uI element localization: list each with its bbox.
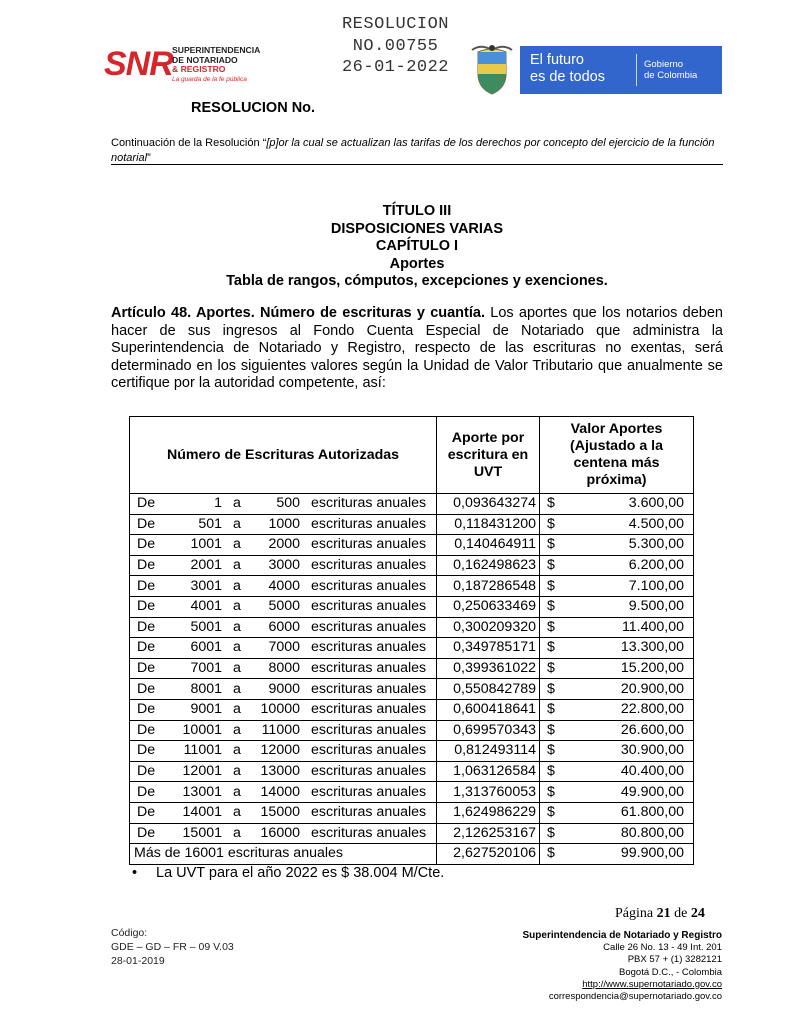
value-cell [540, 658, 694, 679]
contact-address: Calle 26 No. 13 - 49 Int. 201 [603, 942, 722, 954]
contact-email[interactable]: correspondencia@supernotariado.gov.co [548, 991, 722, 1003]
range-a: a [233, 680, 241, 697]
value-cell [540, 844, 694, 865]
currency-sign: $ [547, 824, 555, 841]
range-text: escrituras anuales [311, 598, 427, 615]
currency-sign: $ [547, 783, 555, 800]
table-row [130, 782, 694, 803]
range-de: De [137, 495, 156, 512]
title-titulo: TÍTULO III [382, 203, 452, 219]
table-row [130, 514, 694, 535]
header-valor-line-3: centena más [573, 455, 660, 471]
uvt-cell: 0,600418641 [437, 699, 540, 720]
futuro-slogan [530, 52, 605, 86]
currency-sign: $ [547, 660, 555, 677]
gobierno-logo [470, 44, 722, 96]
range-cell [130, 494, 437, 515]
table-body [130, 494, 694, 865]
table-row [130, 741, 694, 762]
table-row [130, 535, 694, 556]
currency-sign: $ [547, 577, 555, 594]
range-from: 6001 [190, 639, 222, 656]
uvt-note-text: La UVT para el año 2022 es $ 38.004 M/Cte. [156, 865, 445, 881]
range-from: 1 [214, 495, 222, 512]
page-word: Página [615, 906, 657, 921]
uvt-note [132, 865, 444, 881]
gobierno-banner [520, 46, 722, 94]
header-aporte-line-2: escritura en [447, 446, 529, 463]
currency-sign: $ [547, 721, 555, 738]
range-cell [130, 535, 437, 556]
uvt-cell: 0,162498623 [437, 555, 540, 576]
contact-web-link[interactable]: http://www.supernotariado.gov.co [582, 978, 722, 990]
range-cell [130, 761, 437, 782]
continuation-italic: [p]or la cual se actualizan las tarifas de los derechos por concepto del ejercicio de la función notarial [111, 137, 715, 164]
section-titles [111, 203, 723, 291]
range-cell [130, 576, 437, 597]
range-de: De [137, 742, 156, 759]
range-de: De [137, 598, 156, 615]
uvt-cell: 1,624986229 [437, 802, 540, 823]
snr-logo-tagline: La guarda de la fe pública [172, 75, 247, 83]
range-cell [130, 658, 437, 679]
value-amount: 11.400,00 [621, 618, 684, 635]
snr-logo-text [172, 46, 260, 84]
value-cell [540, 494, 694, 515]
value-amount: 61.800,00 [620, 804, 684, 821]
range-cell [130, 679, 437, 700]
table-row [130, 576, 694, 597]
table-row [130, 823, 694, 844]
futuro-line-1: El futuro [530, 52, 584, 68]
range-a: a [233, 639, 241, 656]
range-text: escrituras anuales [311, 783, 427, 800]
stamp-line-2: NO.00755 [352, 36, 439, 56]
range-a: a [233, 515, 241, 532]
range-from: 5001 [190, 618, 222, 635]
range-from: 7001 [190, 660, 222, 677]
range-de: De [137, 824, 156, 841]
header-aporte-line-1: Aporte por [451, 429, 525, 446]
table-row [130, 494, 694, 515]
value-cell [540, 720, 694, 741]
value-cell [540, 823, 694, 844]
range-to: 4000 [268, 577, 300, 594]
range-a: a [233, 536, 241, 553]
range-text: escrituras anuales [311, 577, 427, 594]
banner-divider [636, 54, 637, 86]
uvt-cell: 0,187286548 [437, 576, 540, 597]
page-total: 24 [690, 906, 705, 921]
value-amount: 9.500,00 [628, 598, 684, 615]
range-cell-last: Más de 16001 escrituras anuales [130, 844, 437, 865]
currency-sign: $ [547, 742, 555, 759]
range-cell [130, 596, 437, 617]
header-rule [111, 164, 723, 165]
value-amount: 4.500,00 [628, 515, 684, 532]
range-de: De [137, 660, 156, 677]
currency-sign: $ [547, 680, 555, 697]
currency-sign: $ [547, 804, 555, 821]
range-a: a [233, 598, 241, 615]
gob-line-1: Gobierno [644, 59, 684, 70]
currency-sign: $ [547, 618, 555, 635]
snr-logo-letters: SNR [104, 45, 173, 83]
range-cell [130, 720, 437, 741]
uvt-cell: 1,313760053 [437, 782, 540, 803]
continuation-text [111, 136, 723, 165]
value-amount: 15.200,00 [620, 660, 684, 677]
value-cell [540, 514, 694, 535]
range-text: escrituras anuales [311, 639, 427, 656]
value-cell [540, 699, 694, 720]
range-a: a [233, 495, 241, 512]
resolution-number-label: RESOLUCION No. [191, 100, 316, 116]
range-to: 6000 [268, 618, 300, 635]
range-de: De [137, 783, 156, 800]
table-row [130, 761, 694, 782]
range-de: De [137, 515, 156, 532]
value-amount: 7.100,00 [628, 577, 684, 594]
range-cell [130, 823, 437, 844]
value-amount: 20.900,00 [620, 680, 684, 697]
bullet-icon: • [132, 865, 138, 881]
range-de: De [137, 577, 156, 594]
uvt-cell: 0,349785171 [437, 638, 540, 659]
range-a: a [233, 742, 241, 759]
range-de: De [137, 804, 156, 821]
range-text: escrituras anuales [311, 557, 427, 574]
colombia-shield-icon [470, 44, 514, 96]
title-capitulo: CAPÍTULO I [375, 238, 459, 254]
range-text: escrituras anuales [311, 763, 427, 780]
table-row [130, 596, 694, 617]
range-from: 2001 [190, 557, 222, 574]
range-de: De [137, 639, 156, 656]
range-de: De [137, 763, 156, 780]
range-from: 14001 [182, 804, 222, 821]
snr-logo-line-1: SUPERINTENDENCIA [172, 45, 261, 55]
uvt-cell: 0,300209320 [437, 617, 540, 638]
range-de: De [137, 536, 156, 553]
stamp-line-1: RESOLUCION [341, 15, 450, 34]
uvt-cell: 2,627520106 [437, 844, 540, 865]
table-row-last [130, 844, 694, 865]
value-cell [540, 617, 694, 638]
currency-sign: $ [547, 701, 555, 718]
page-of: de [670, 906, 691, 921]
title-aportes: Aportes [389, 255, 445, 272]
value-amount: 22.800,00 [620, 701, 684, 718]
value-amount: 30.900,00 [620, 742, 684, 759]
range-to: 7000 [268, 639, 300, 656]
contact-block [460, 930, 722, 1003]
currency-sign: $ [547, 763, 555, 780]
title-disposiciones: DISPOSICIONES VARIAS [330, 220, 504, 237]
table-row [130, 638, 694, 659]
range-text: escrituras anuales [311, 618, 427, 635]
title-tabla: Tabla de rangos, cómputos, excepciones y exenciones. [226, 273, 608, 289]
contact-city: Bogotá D.C., - Colombia [619, 966, 722, 978]
table-row [130, 720, 694, 741]
range-from: 11001 [183, 742, 222, 759]
uvt-cell: 0,118431200 [437, 514, 540, 535]
currency-sign: $ [547, 557, 555, 574]
range-to: 3000 [268, 557, 300, 574]
value-amount: 6.200,00 [628, 557, 684, 574]
page-number [615, 906, 705, 922]
range-to: 16000 [260, 824, 300, 841]
range-a: a [233, 618, 241, 635]
range-to: 1000 [268, 515, 300, 532]
range-text: escrituras anuales [311, 824, 427, 841]
value-amount: 3.600,00 [628, 495, 684, 512]
range-text: escrituras anuales [311, 536, 427, 553]
aportes-table [129, 416, 694, 865]
range-a: a [233, 804, 241, 821]
uvt-cell: 1,063126584 [437, 761, 540, 782]
value-cell [540, 679, 694, 700]
range-cell [130, 699, 437, 720]
uvt-cell: 0,812493114 [437, 741, 540, 762]
range-cell [130, 555, 437, 576]
uvt-cell: 0,093643274 [437, 494, 540, 515]
table-row [130, 658, 694, 679]
snr-logo-line-2: DE NOTARIADO [172, 54, 238, 65]
header-valor-line-2: (Ajustado a la [569, 438, 664, 454]
range-text: escrituras anuales [311, 742, 427, 759]
value-amount: 40.400,00 [620, 763, 684, 780]
stamp-line-3: 26-01-2022 [341, 58, 450, 77]
range-from: 1001 [190, 536, 222, 553]
range-cell [130, 638, 437, 659]
range-cell [130, 514, 437, 535]
range-text: escrituras anuales [311, 515, 427, 532]
value-cell [540, 576, 694, 597]
value-amount: 49.900,00 [620, 783, 684, 800]
range-text: escrituras anuales [311, 721, 427, 738]
snr-logo [104, 44, 274, 92]
range-text: escrituras anuales [311, 495, 427, 512]
table-header-row [130, 417, 694, 494]
article-body: Los aportes que los notarios deben hacer de sus ingresos al Fondo Cuenta Especial de Notariado que administra la Superintendencia de Notariado y Registro, respecto de las escrituras no exentas, será determinado en los siguientes valores según la Unidad de Valor Tributario que anualmente se certifique por la autoridad competente, así: [111, 305, 723, 391]
range-a: a [233, 577, 241, 594]
range-to: 15000 [260, 804, 300, 821]
header-aporte-line-3: UVT [473, 463, 503, 480]
value-amount: 99.900,00 [620, 845, 684, 862]
uvt-cell: 0,399361022 [437, 658, 540, 679]
header-valor-line-4: próxima) [586, 472, 647, 488]
range-to: 13000 [260, 763, 300, 780]
range-text: escrituras anuales [311, 680, 427, 697]
header-aporte-uvt [437, 417, 540, 494]
contact-pbx: PBX 57 + (1) 3282121 [627, 954, 722, 966]
document-code [111, 926, 234, 968]
range-from: 4001 [190, 598, 222, 615]
value-cell [540, 782, 694, 803]
range-a: a [233, 824, 241, 841]
snr-logo-line-3: & REGISTRO [172, 64, 226, 74]
range-to: 8000 [268, 660, 300, 677]
value-amount: 80.800,00 [620, 824, 684, 841]
continuation-prefix: Continuación de la Resolución “ [111, 137, 267, 149]
range-de: De [137, 557, 156, 574]
range-de: De [137, 701, 156, 718]
value-cell [540, 535, 694, 556]
uvt-cell: 0,250633469 [437, 596, 540, 617]
gobierno-label [644, 59, 697, 81]
range-cell [130, 617, 437, 638]
article-48 [111, 305, 723, 393]
range-to: 2000 [268, 536, 300, 553]
value-cell [540, 741, 694, 762]
value-cell [540, 761, 694, 782]
range-to: 9000 [268, 680, 300, 697]
currency-sign: $ [547, 515, 555, 532]
range-from: 12001 [182, 763, 222, 780]
uvt-cell: 0,550842789 [437, 679, 540, 700]
futuro-line-2: es de todos [530, 69, 605, 85]
uvt-cell: 0,140464911 [437, 535, 540, 556]
range-de: De [137, 680, 156, 697]
range-de: De [137, 618, 156, 635]
table-row [130, 555, 694, 576]
range-to: 500 [276, 495, 300, 512]
range-text: escrituras anuales [311, 701, 427, 718]
currency-sign: $ [547, 845, 555, 862]
range-de: De [137, 721, 156, 738]
range-to: 10000 [260, 701, 300, 718]
header-valor-aportes [540, 417, 694, 494]
article-heading: Artículo 48. Aportes. Número de escrituras y cuantía. [111, 305, 485, 321]
contact-org: Superintendencia de Notariado y Registro [522, 930, 722, 941]
range-a: a [233, 763, 241, 780]
gob-line-2: de Colombia [644, 70, 698, 81]
continuation-suffix: ” [147, 151, 151, 164]
uvt-cell: 2,126253167 [437, 823, 540, 844]
table-row [130, 617, 694, 638]
range-to: 12000 [260, 742, 300, 759]
currency-sign: $ [547, 639, 555, 656]
range-a: a [233, 557, 241, 574]
currency-sign: $ [547, 598, 555, 615]
range-a: a [233, 660, 241, 677]
code-value: GDE – GD – FR – 09 V.03 [111, 941, 234, 953]
range-a: a [233, 701, 241, 718]
range-a: a [233, 783, 241, 800]
range-to: 11000 [261, 721, 300, 738]
range-to: 14000 [260, 783, 300, 800]
table-row [130, 679, 694, 700]
range-cell [130, 782, 437, 803]
currency-sign: $ [547, 495, 555, 512]
range-from: 501 [198, 515, 222, 532]
range-from: 3001 [190, 577, 222, 594]
header-escrituras: Número de Escrituras Autorizadas [130, 417, 437, 494]
value-cell [540, 802, 694, 823]
header-valor-line-1: Valor Aportes [570, 421, 663, 437]
range-from: 10001 [182, 721, 222, 738]
value-cell [540, 638, 694, 659]
range-cell [130, 741, 437, 762]
range-from: 13001 [182, 783, 222, 800]
page-current: 21 [656, 906, 671, 921]
table-row [130, 802, 694, 823]
code-date: 28-01-2019 [111, 955, 165, 967]
range-to: 5000 [268, 598, 300, 615]
range-text: escrituras anuales [311, 804, 427, 821]
range-a: a [233, 721, 241, 738]
value-cell [540, 596, 694, 617]
currency-sign: $ [547, 536, 555, 553]
value-amount: 13.300,00 [620, 639, 684, 656]
range-cell [130, 802, 437, 823]
table-row [130, 699, 694, 720]
value-amount: 26.600,00 [620, 721, 684, 738]
range-from: 15001 [182, 824, 222, 841]
range-from: 8001 [190, 680, 222, 697]
value-amount: 5.300,00 [628, 536, 684, 553]
value-cell [540, 555, 694, 576]
uvt-cell: 0,699570343 [437, 720, 540, 741]
code-label: Código: [111, 927, 148, 939]
range-from: 9001 [190, 701, 222, 718]
range-text: escrituras anuales [311, 660, 427, 677]
